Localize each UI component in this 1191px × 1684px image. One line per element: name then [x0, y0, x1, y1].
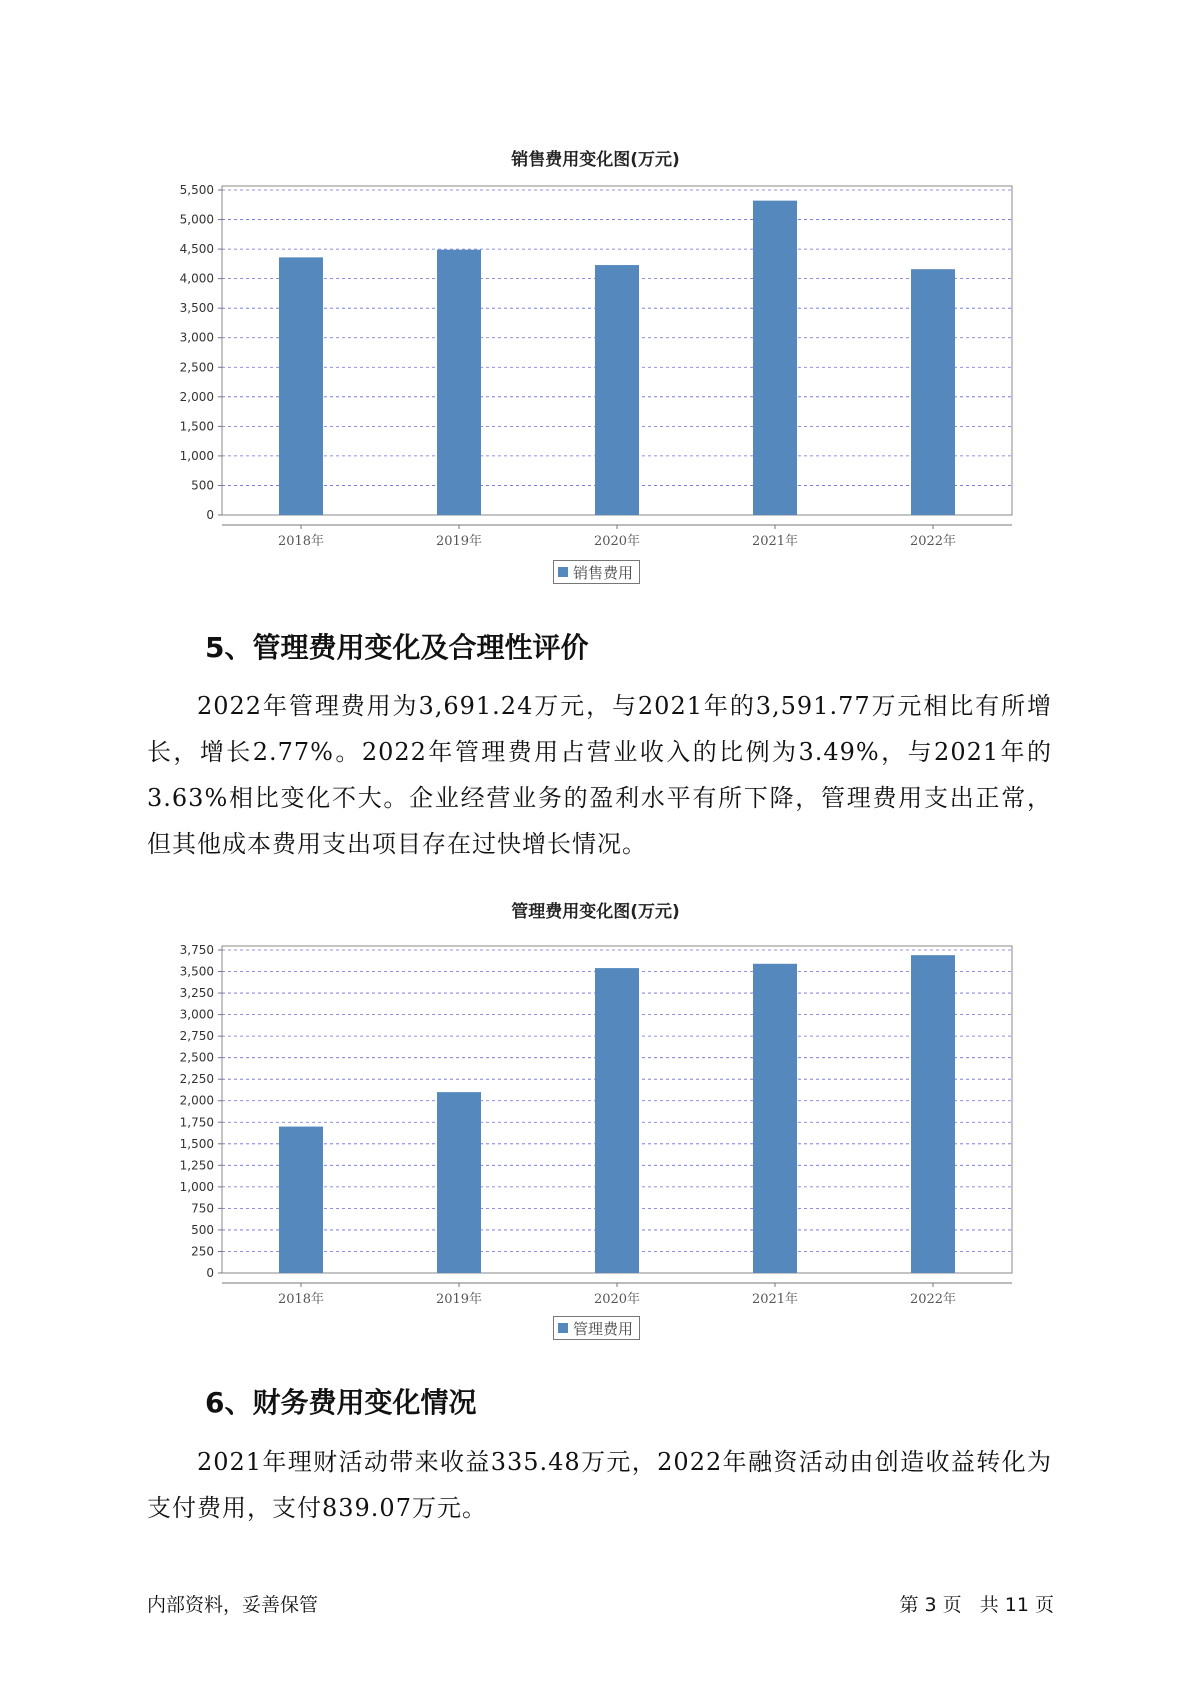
chart2-legend-label: 管理费用 — [573, 1319, 634, 1338]
bar — [437, 250, 481, 515]
y-tick-label: 2,000 — [179, 389, 214, 404]
chart2-legend — [553, 1316, 640, 1340]
x-tick-label: 2019年 — [435, 1292, 483, 1307]
y-tick-label: 1,000 — [179, 1179, 214, 1194]
y-tick-label: 3,500 — [179, 964, 214, 979]
x-tick-label: 2022年 — [909, 534, 957, 549]
section6-paragraph: 2021年理财活动带来收益335.48万元，2022年融资活动由创造收益转化为支付费用，支付839.07万元。 — [147, 1448, 1052, 1522]
y-tick-label: 750 — [191, 1201, 214, 1216]
chart2-title: 管理费用变化图(万元) — [511, 902, 680, 922]
y-tick-label: 2,500 — [179, 1050, 214, 1065]
y-tick-label: 1,750 — [179, 1115, 214, 1130]
admin-expense-chart — [0, 925, 1191, 1307]
x-tick-label: 2019年 — [435, 534, 483, 549]
x-tick-label: 2020年 — [593, 534, 641, 549]
bar — [911, 269, 955, 515]
y-tick-label: 1,250 — [179, 1158, 214, 1173]
footer-confidential: 内部资料，妥善保管 — [147, 1594, 319, 1616]
section6-heading: 6、财务费用变化情况 — [205, 1386, 477, 1419]
y-tick-label: 0 — [206, 508, 214, 522]
bar — [279, 257, 323, 515]
y-tick-label: 2,000 — [179, 1093, 214, 1108]
bar — [595, 968, 639, 1273]
section5-paragraph: 2022年管理费用为3,691.24万元，与2021年的3,591.77万元相比有所增长，增长2.77%。2022年管理费用占营业收入的比例为3.49%，与2021年的3.63%相比变化不大。企业经营业务的盈利水平有所下降，管理费用支出正常，但其他成本费用支出项目存在过快增长情况。 — [147, 692, 1052, 858]
bar — [753, 964, 797, 1273]
chart1-legend-label: 销售费用 — [573, 563, 634, 582]
chart1-legend — [553, 560, 640, 584]
y-tick-label: 250 — [191, 1244, 214, 1259]
y-tick-label: 2,250 — [179, 1072, 214, 1087]
bar — [437, 1092, 481, 1273]
y-tick-label: 3,750 — [179, 943, 214, 957]
legend-swatch — [558, 1323, 568, 1333]
y-tick-label: 3,000 — [179, 330, 214, 345]
y-tick-label: 0 — [206, 1266, 214, 1280]
x-tick-label: 2021年 — [751, 1292, 799, 1307]
sales-expense-chart — [0, 165, 1191, 549]
y-tick-label: 5,000 — [179, 212, 214, 227]
bar — [911, 955, 955, 1273]
x-tick-label: 2018年 — [277, 1292, 325, 1307]
y-tick-label: 4,500 — [179, 242, 214, 257]
y-tick-label: 3,250 — [179, 986, 214, 1001]
y-tick-label: 1,000 — [179, 448, 214, 463]
footer-page-number: 第 3 页 共 11 页 — [899, 1594, 1054, 1616]
bar — [279, 1127, 323, 1273]
x-tick-label: 2018年 — [277, 534, 325, 549]
x-tick-label: 2022年 — [909, 1292, 957, 1307]
y-tick-label: 500 — [191, 1222, 214, 1237]
y-tick-label: 3,000 — [179, 1007, 214, 1022]
y-tick-label: 1,500 — [179, 1136, 214, 1151]
chart1-title: 销售费用变化图(万元) — [511, 150, 680, 170]
bar — [753, 201, 797, 515]
y-tick-label: 5,500 — [179, 183, 214, 197]
section5-heading: 5、管理费用变化及合理性评价 — [205, 631, 589, 664]
x-tick-label: 2020年 — [593, 1292, 641, 1307]
legend-swatch — [558, 567, 568, 577]
y-tick-label: 3,500 — [179, 301, 214, 316]
y-tick-label: 4,000 — [179, 271, 214, 286]
y-tick-label: 500 — [191, 478, 214, 493]
bar — [595, 265, 639, 515]
y-tick-label: 1,500 — [179, 419, 214, 434]
y-tick-label: 2,500 — [179, 360, 214, 375]
y-tick-label: 2,750 — [179, 1029, 214, 1044]
x-tick-label: 2021年 — [751, 534, 799, 549]
